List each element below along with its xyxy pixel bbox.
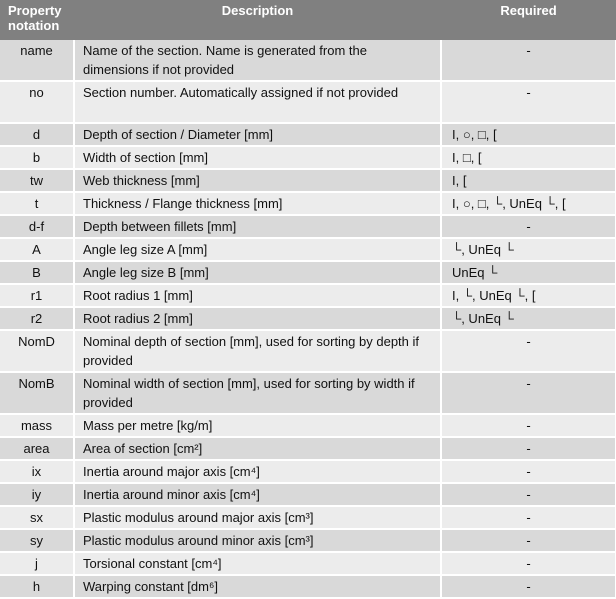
header-property-notation: Property notation [0, 0, 74, 40]
property-notation-cell: ix [0, 460, 74, 483]
table-row [0, 575, 616, 598]
table-row [0, 506, 616, 529]
required-cell: - [441, 552, 616, 575]
table-body [0, 40, 616, 598]
description-cell: Depth between fillets [mm] [74, 215, 441, 238]
description-cell: Angle leg size B [mm] [74, 261, 441, 284]
property-notation-cell: j [0, 552, 74, 575]
description-cell: Angle leg size A [mm] [74, 238, 441, 261]
property-notation-cell: B [0, 261, 74, 284]
table-row [0, 261, 616, 284]
property-notation-cell: r2 [0, 307, 74, 330]
table-row [0, 372, 616, 414]
table-row [0, 284, 616, 307]
table-row [0, 192, 616, 215]
property-notation-cell: sx [0, 506, 74, 529]
required-cell: └, UnEq └ [441, 307, 616, 330]
description-cell: Torsional constant [cm⁴] [74, 552, 441, 575]
property-notation-cell: mass [0, 414, 74, 437]
required-cell: Ι, □, [ [441, 146, 616, 169]
table-row [0, 330, 616, 372]
property-notation-cell: tw [0, 169, 74, 192]
required-cell: - [441, 215, 616, 238]
required-cell: - [441, 529, 616, 552]
header-description: Description [74, 0, 441, 40]
description-cell: Area of section [cm²] [74, 437, 441, 460]
header-required: Required [441, 0, 616, 40]
table-row [0, 215, 616, 238]
property-notation-cell: d [0, 123, 74, 146]
description-cell: Thickness / Flange thickness [mm] [74, 192, 441, 215]
required-cell: - [441, 372, 616, 414]
description-cell: Name of the section. Name is generated from the dimensions if not provided [74, 40, 441, 81]
required-cell: - [441, 414, 616, 437]
property-notation-cell: NomD [0, 330, 74, 372]
property-notation-cell: NomB [0, 372, 74, 414]
table-row [0, 238, 616, 261]
table-row [0, 437, 616, 460]
property-notation-cell: d-f [0, 215, 74, 238]
table-row [0, 81, 616, 123]
description-cell: Inertia around minor axis [cm⁴] [74, 483, 441, 506]
property-notation-cell: A [0, 238, 74, 261]
description-cell: Depth of section / Diameter [mm] [74, 123, 441, 146]
required-cell: - [441, 575, 616, 598]
description-cell: Root radius 1 [mm] [74, 284, 441, 307]
description-cell: Root radius 2 [mm] [74, 307, 441, 330]
description-cell: Warping constant [dm⁶] [74, 575, 441, 598]
table-row [0, 552, 616, 575]
property-notation-cell: name [0, 40, 74, 81]
required-cell: - [441, 40, 616, 81]
required-cell: └, UnEq └ [441, 238, 616, 261]
table-row [0, 414, 616, 437]
property-notation-cell: t [0, 192, 74, 215]
required-cell: Ι, [ [441, 169, 616, 192]
table-row [0, 40, 616, 81]
table-row [0, 169, 616, 192]
required-cell: Ι, ○, □, └, UnEq └, [ [441, 192, 616, 215]
property-notation-cell: r1 [0, 284, 74, 307]
table-row [0, 307, 616, 330]
description-cell: Mass per metre [kg/m] [74, 414, 441, 437]
property-notation-cell: b [0, 146, 74, 169]
table-row [0, 529, 616, 552]
required-cell: - [441, 81, 616, 123]
property-notation-cell: no [0, 81, 74, 123]
table-row [0, 146, 616, 169]
required-cell: UnEq └ [441, 261, 616, 284]
description-cell: Section number. Automatically assigned if not provided [74, 81, 441, 123]
description-cell: Nominal width of section [mm], used for sorting by width if provided [74, 372, 441, 414]
required-cell: Ι, ○, □, [ [441, 123, 616, 146]
description-cell: Web thickness [mm] [74, 169, 441, 192]
property-notation-cell: h [0, 575, 74, 598]
table-row [0, 483, 616, 506]
property-notation-cell: iy [0, 483, 74, 506]
property-notation-cell: area [0, 437, 74, 460]
description-cell: Width of section [mm] [74, 146, 441, 169]
required-cell: - [441, 506, 616, 529]
required-cell: - [441, 483, 616, 506]
required-cell: - [441, 330, 616, 372]
description-cell: Plastic modulus around major axis [cm³] [74, 506, 441, 529]
description-cell: Nominal depth of section [mm], used for sorting by depth if provided [74, 330, 441, 372]
required-cell: - [441, 460, 616, 483]
table-row [0, 460, 616, 483]
property-notation-cell: sy [0, 529, 74, 552]
table-header-row [0, 0, 616, 40]
required-cell: - [441, 437, 616, 460]
table-row [0, 123, 616, 146]
required-cell: Ι, └, UnEq └, [ [441, 284, 616, 307]
description-cell: Plastic modulus around minor axis [cm³] [74, 529, 441, 552]
description-cell: Inertia around major axis [cm⁴] [74, 460, 441, 483]
